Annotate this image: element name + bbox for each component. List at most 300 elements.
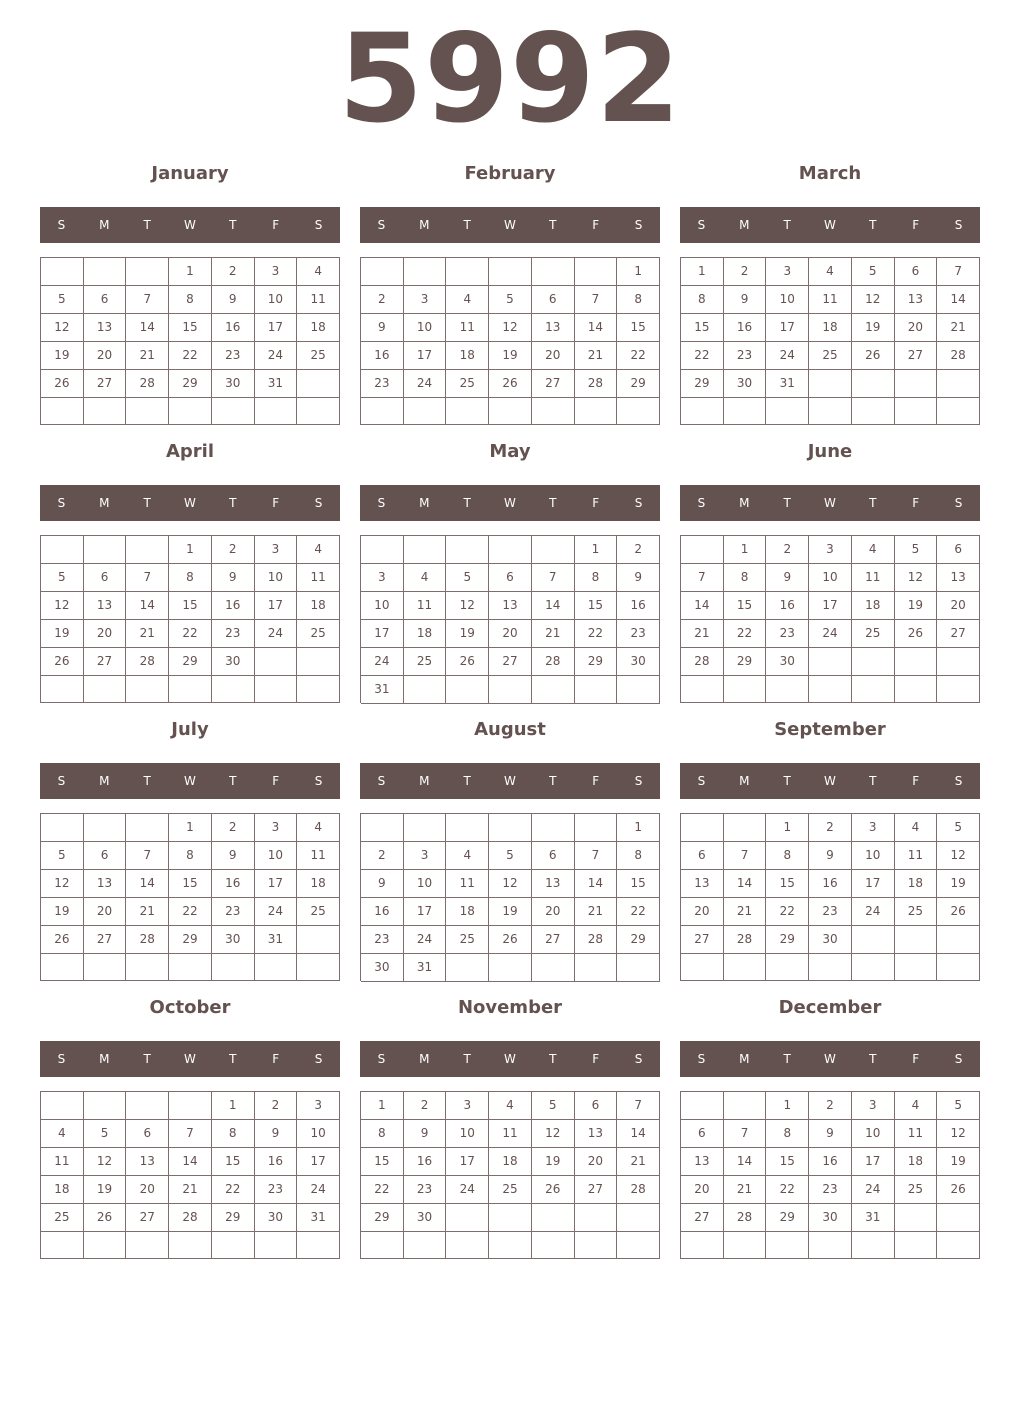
- weekday-label: W: [504, 218, 516, 232]
- day-cell: 12: [446, 592, 489, 620]
- empty-day-cell: [489, 398, 532, 425]
- day-cell: 10: [255, 286, 298, 314]
- empty-day-cell: [361, 814, 404, 842]
- day-cell: 20: [532, 342, 575, 370]
- empty-day-cell: [617, 954, 660, 982]
- day-cell: 28: [126, 926, 169, 954]
- day-cell: 16: [212, 870, 255, 898]
- empty-day-cell: [169, 676, 212, 703]
- day-cell: 5: [937, 1092, 980, 1120]
- day-cell: 12: [84, 1148, 127, 1176]
- day-cell: 22: [169, 898, 212, 926]
- day-cell: 8: [681, 286, 724, 314]
- day-cell: 10: [852, 842, 895, 870]
- weekday-label: T: [143, 1052, 151, 1066]
- empty-day-cell: [532, 954, 575, 982]
- weekday-label: T: [549, 496, 557, 510]
- empty-day-cell: [809, 954, 852, 981]
- day-grid: [40, 813, 340, 981]
- day-cell: 28: [724, 1204, 767, 1232]
- empty-day-cell: [489, 258, 532, 286]
- day-cell: 9: [809, 1120, 852, 1148]
- empty-day-cell: [169, 1092, 212, 1120]
- day-cell: 22: [169, 620, 212, 648]
- empty-day-cell: [575, 814, 618, 842]
- day-cell: 7: [126, 564, 169, 592]
- day-cell: 8: [575, 564, 618, 592]
- day-cell: 7: [575, 842, 618, 870]
- day-cell: 8: [617, 286, 660, 314]
- day-cell: 25: [297, 620, 340, 648]
- day-cell: 2: [255, 1092, 298, 1120]
- day-cell: 15: [361, 1148, 404, 1176]
- day-cell: 9: [617, 564, 660, 592]
- empty-day-cell: [404, 814, 447, 842]
- day-cell: 25: [297, 342, 340, 370]
- day-cell: 9: [361, 314, 404, 342]
- day-cell: 10: [446, 1120, 489, 1148]
- weekday-label: T: [549, 218, 557, 232]
- day-cell: 22: [212, 1176, 255, 1204]
- day-cell: 8: [766, 842, 809, 870]
- empty-day-cell: [404, 1232, 447, 1259]
- day-cell: 24: [361, 648, 404, 676]
- day-cell: 1: [617, 258, 660, 286]
- day-grid: [40, 1091, 340, 1259]
- weekday-label: M: [739, 496, 750, 510]
- empty-day-cell: [489, 676, 532, 704]
- day-grid: [360, 257, 660, 425]
- day-cell: 27: [895, 342, 938, 370]
- weekday-label: T: [143, 774, 151, 788]
- day-cell: 3: [852, 814, 895, 842]
- empty-day-cell: [126, 814, 169, 842]
- day-cell: 15: [724, 592, 767, 620]
- day-cell: 3: [361, 564, 404, 592]
- empty-day-cell: [41, 954, 84, 981]
- day-cell: 7: [126, 286, 169, 314]
- day-cell: 4: [446, 842, 489, 870]
- day-cell: 9: [212, 286, 255, 314]
- day-cell: 3: [809, 536, 852, 564]
- weekday-label: F: [272, 218, 280, 232]
- weekday-label: S: [697, 774, 706, 788]
- day-cell: 23: [361, 926, 404, 954]
- weekday-header: [40, 763, 340, 799]
- day-cell: 26: [895, 620, 938, 648]
- month-name: August: [474, 719, 546, 740]
- day-cell: 3: [255, 536, 298, 564]
- day-cell: 16: [404, 1148, 447, 1176]
- day-cell: 31: [766, 370, 809, 398]
- day-cell: 15: [766, 870, 809, 898]
- day-cell: 6: [84, 842, 127, 870]
- empty-day-cell: [937, 926, 980, 954]
- day-cell: 29: [361, 1204, 404, 1232]
- weekday-label: S: [954, 1052, 963, 1066]
- weekday-label: W: [504, 774, 516, 788]
- day-cell: 17: [255, 592, 298, 620]
- day-cell: 23: [724, 342, 767, 370]
- day-grid: [680, 535, 980, 703]
- day-cell: 14: [126, 592, 169, 620]
- empty-day-cell: [532, 1232, 575, 1259]
- day-cell: 21: [126, 620, 169, 648]
- day-cell: 23: [255, 1176, 298, 1204]
- weekday-label: F: [272, 774, 280, 788]
- empty-day-cell: [446, 398, 489, 425]
- day-cell: 16: [724, 314, 767, 342]
- weekday-label: F: [912, 1052, 920, 1066]
- day-cell: 26: [41, 648, 84, 676]
- day-cell: 23: [404, 1176, 447, 1204]
- empty-day-cell: [895, 926, 938, 954]
- day-cell: 29: [617, 370, 660, 398]
- day-cell: 5: [489, 286, 532, 314]
- day-cell: 26: [41, 926, 84, 954]
- weekday-label: T: [463, 218, 471, 232]
- day-cell: 21: [937, 314, 980, 342]
- empty-day-cell: [809, 1232, 852, 1259]
- day-cell: 30: [617, 648, 660, 676]
- weekday-label: W: [184, 774, 196, 788]
- day-cell: 4: [41, 1120, 84, 1148]
- day-cell: 14: [126, 314, 169, 342]
- month-name: December: [778, 997, 882, 1018]
- month-name: January: [151, 163, 229, 184]
- day-cell: 16: [212, 314, 255, 342]
- day-cell: 13: [489, 592, 532, 620]
- day-cell: 21: [724, 898, 767, 926]
- day-cell: 6: [84, 564, 127, 592]
- day-cell: 20: [489, 620, 532, 648]
- empty-day-cell: [297, 1232, 340, 1259]
- day-cell: 17: [852, 1148, 895, 1176]
- weekday-label: M: [99, 1052, 110, 1066]
- day-cell: 27: [681, 926, 724, 954]
- weekday-label: S: [697, 218, 706, 232]
- empty-day-cell: [895, 954, 938, 981]
- weekday-label: S: [57, 218, 66, 232]
- weekday-label: S: [954, 496, 963, 510]
- weekday-label: T: [783, 774, 791, 788]
- day-cell: 8: [169, 842, 212, 870]
- weekday-label: S: [954, 774, 963, 788]
- day-cell: 9: [809, 842, 852, 870]
- weekday-label: T: [783, 496, 791, 510]
- day-cell: 29: [681, 370, 724, 398]
- day-cell: 2: [766, 536, 809, 564]
- day-cell: 14: [617, 1120, 660, 1148]
- day-cell: 28: [681, 648, 724, 676]
- day-cell: 22: [766, 1176, 809, 1204]
- day-cell: 10: [255, 564, 298, 592]
- day-cell: 22: [724, 620, 767, 648]
- weekday-label: M: [419, 774, 430, 788]
- empty-day-cell: [84, 398, 127, 425]
- day-cell: 1: [169, 258, 212, 286]
- day-cell: 5: [895, 536, 938, 564]
- day-cell: 4: [297, 814, 340, 842]
- empty-day-cell: [41, 814, 84, 842]
- day-cell: 18: [41, 1176, 84, 1204]
- year-title: 5992: [338, 8, 682, 150]
- day-cell: 13: [532, 870, 575, 898]
- day-cell: 11: [446, 870, 489, 898]
- day-cell: 29: [617, 926, 660, 954]
- day-cell: 4: [809, 258, 852, 286]
- day-cell: 11: [297, 842, 340, 870]
- day-grid: [40, 535, 340, 703]
- day-cell: 21: [724, 1176, 767, 1204]
- weekday-label: M: [739, 774, 750, 788]
- day-cell: 26: [446, 648, 489, 676]
- empty-day-cell: [297, 398, 340, 425]
- day-cell: 12: [937, 842, 980, 870]
- empty-day-cell: [575, 676, 618, 704]
- day-cell: 31: [255, 926, 298, 954]
- empty-day-cell: [297, 676, 340, 703]
- day-cell: 16: [361, 342, 404, 370]
- weekday-label: S: [634, 496, 643, 510]
- day-cell: 7: [937, 258, 980, 286]
- empty-day-cell: [895, 1204, 938, 1232]
- empty-day-cell: [809, 398, 852, 425]
- day-cell: 4: [852, 536, 895, 564]
- day-cell: 4: [895, 1092, 938, 1120]
- day-cell: 15: [681, 314, 724, 342]
- day-cell: 16: [255, 1148, 298, 1176]
- day-cell: 1: [724, 536, 767, 564]
- day-cell: 28: [617, 1176, 660, 1204]
- empty-day-cell: [297, 370, 340, 398]
- day-cell: 21: [126, 898, 169, 926]
- day-cell: 6: [489, 564, 532, 592]
- empty-day-cell: [937, 1232, 980, 1259]
- day-cell: 12: [489, 870, 532, 898]
- day-cell: 18: [297, 314, 340, 342]
- day-cell: 12: [532, 1120, 575, 1148]
- day-cell: 24: [766, 342, 809, 370]
- empty-day-cell: [575, 1204, 618, 1232]
- month-name: June: [807, 441, 853, 462]
- weekday-label: T: [463, 1052, 471, 1066]
- day-cell: 6: [126, 1120, 169, 1148]
- empty-day-cell: [255, 676, 298, 703]
- empty-day-cell: [404, 536, 447, 564]
- day-cell: 19: [489, 898, 532, 926]
- day-cell: 23: [212, 342, 255, 370]
- empty-day-cell: [937, 370, 980, 398]
- day-cell: 24: [852, 1176, 895, 1204]
- weekday-label: T: [229, 218, 237, 232]
- weekday-label: M: [739, 218, 750, 232]
- day-cell: 17: [361, 620, 404, 648]
- day-cell: 18: [809, 314, 852, 342]
- day-cell: 18: [489, 1148, 532, 1176]
- day-cell: 11: [489, 1120, 532, 1148]
- weekday-label: S: [314, 1052, 323, 1066]
- day-cell: 29: [169, 370, 212, 398]
- empty-day-cell: [575, 954, 618, 982]
- empty-day-cell: [617, 1204, 660, 1232]
- day-cell: 11: [895, 842, 938, 870]
- day-cell: 4: [297, 536, 340, 564]
- day-cell: 22: [681, 342, 724, 370]
- day-grid: [360, 813, 660, 981]
- weekday-header: [360, 485, 660, 521]
- weekday-label: F: [592, 774, 600, 788]
- day-cell: 27: [489, 648, 532, 676]
- day-cell: 26: [489, 926, 532, 954]
- empty-day-cell: [126, 954, 169, 981]
- weekday-label: M: [99, 774, 110, 788]
- day-cell: 17: [446, 1148, 489, 1176]
- weekday-label: F: [592, 496, 600, 510]
- empty-day-cell: [41, 676, 84, 703]
- day-cell: 20: [126, 1176, 169, 1204]
- day-cell: 17: [255, 314, 298, 342]
- empty-day-cell: [446, 814, 489, 842]
- empty-day-cell: [297, 926, 340, 954]
- day-cell: 9: [766, 564, 809, 592]
- day-cell: 22: [361, 1176, 404, 1204]
- day-cell: 19: [446, 620, 489, 648]
- day-cell: 25: [895, 898, 938, 926]
- weekday-label: S: [377, 218, 386, 232]
- weekday-header: [680, 1041, 980, 1077]
- empty-day-cell: [724, 954, 767, 981]
- day-cell: 1: [212, 1092, 255, 1120]
- weekday-label: W: [504, 1052, 516, 1066]
- empty-day-cell: [297, 954, 340, 981]
- day-cell: 1: [169, 536, 212, 564]
- day-cell: 27: [84, 370, 127, 398]
- weekday-label: T: [549, 1052, 557, 1066]
- weekday-label: W: [824, 774, 836, 788]
- weekday-label: S: [57, 496, 66, 510]
- empty-day-cell: [126, 1092, 169, 1120]
- day-cell: 11: [809, 286, 852, 314]
- day-cell: 11: [852, 564, 895, 592]
- day-cell: 10: [404, 314, 447, 342]
- day-cell: 14: [681, 592, 724, 620]
- weekday-label: S: [314, 218, 323, 232]
- day-cell: 21: [575, 898, 618, 926]
- day-cell: 19: [41, 898, 84, 926]
- day-cell: 29: [766, 1204, 809, 1232]
- day-cell: 25: [446, 370, 489, 398]
- day-cell: 19: [937, 1148, 980, 1176]
- empty-day-cell: [852, 954, 895, 981]
- day-cell: 4: [404, 564, 447, 592]
- weekday-label: M: [419, 1052, 430, 1066]
- day-cell: 22: [617, 342, 660, 370]
- day-cell: 6: [895, 258, 938, 286]
- day-cell: 15: [766, 1148, 809, 1176]
- day-cell: 30: [361, 954, 404, 982]
- empty-day-cell: [724, 814, 767, 842]
- empty-day-cell: [84, 676, 127, 703]
- day-cell: 15: [169, 592, 212, 620]
- empty-day-cell: [41, 258, 84, 286]
- empty-day-cell: [446, 258, 489, 286]
- empty-day-cell: [446, 676, 489, 704]
- empty-day-cell: [895, 648, 938, 676]
- day-cell: 25: [404, 648, 447, 676]
- day-cell: 12: [937, 1120, 980, 1148]
- day-cell: 27: [126, 1204, 169, 1232]
- day-cell: 30: [212, 926, 255, 954]
- day-cell: 3: [255, 814, 298, 842]
- day-cell: 8: [169, 286, 212, 314]
- empty-day-cell: [852, 676, 895, 703]
- day-cell: 13: [681, 870, 724, 898]
- empty-day-cell: [532, 814, 575, 842]
- day-cell: 1: [361, 1092, 404, 1120]
- day-cell: 6: [681, 1120, 724, 1148]
- day-cell: 7: [126, 842, 169, 870]
- month-name: March: [798, 163, 862, 184]
- day-cell: 21: [681, 620, 724, 648]
- weekday-label: T: [143, 218, 151, 232]
- day-cell: 17: [809, 592, 852, 620]
- empty-day-cell: [937, 676, 980, 703]
- day-cell: 26: [852, 342, 895, 370]
- day-cell: 26: [84, 1204, 127, 1232]
- day-cell: 12: [895, 564, 938, 592]
- day-cell: 6: [84, 286, 127, 314]
- day-cell: 29: [724, 648, 767, 676]
- day-cell: 25: [41, 1204, 84, 1232]
- weekday-label: F: [912, 496, 920, 510]
- day-cell: 17: [255, 870, 298, 898]
- day-cell: 24: [809, 620, 852, 648]
- day-cell: 5: [446, 564, 489, 592]
- weekday-label: W: [824, 1052, 836, 1066]
- day-cell: 15: [169, 314, 212, 342]
- day-cell: 24: [297, 1176, 340, 1204]
- day-cell: 20: [84, 898, 127, 926]
- weekday-header: [40, 1041, 340, 1077]
- weekday-label: F: [912, 218, 920, 232]
- day-cell: 4: [446, 286, 489, 314]
- day-cell: 28: [126, 648, 169, 676]
- day-cell: 20: [575, 1148, 618, 1176]
- day-cell: 7: [532, 564, 575, 592]
- weekday-label: M: [739, 1052, 750, 1066]
- weekday-label: T: [229, 496, 237, 510]
- day-grid: [360, 535, 660, 703]
- empty-day-cell: [212, 1232, 255, 1259]
- empty-day-cell: [489, 1204, 532, 1232]
- weekday-header: [40, 485, 340, 521]
- day-cell: 8: [169, 564, 212, 592]
- day-cell: 13: [84, 870, 127, 898]
- day-cell: 1: [575, 536, 618, 564]
- day-cell: 15: [575, 592, 618, 620]
- day-cell: 4: [489, 1092, 532, 1120]
- day-cell: 30: [255, 1204, 298, 1232]
- weekday-label: T: [869, 1052, 877, 1066]
- empty-day-cell: [937, 648, 980, 676]
- empty-day-cell: [361, 398, 404, 425]
- empty-day-cell: [212, 398, 255, 425]
- empty-day-cell: [255, 648, 298, 676]
- day-cell: 20: [532, 898, 575, 926]
- day-cell: 28: [724, 926, 767, 954]
- day-cell: 16: [809, 1148, 852, 1176]
